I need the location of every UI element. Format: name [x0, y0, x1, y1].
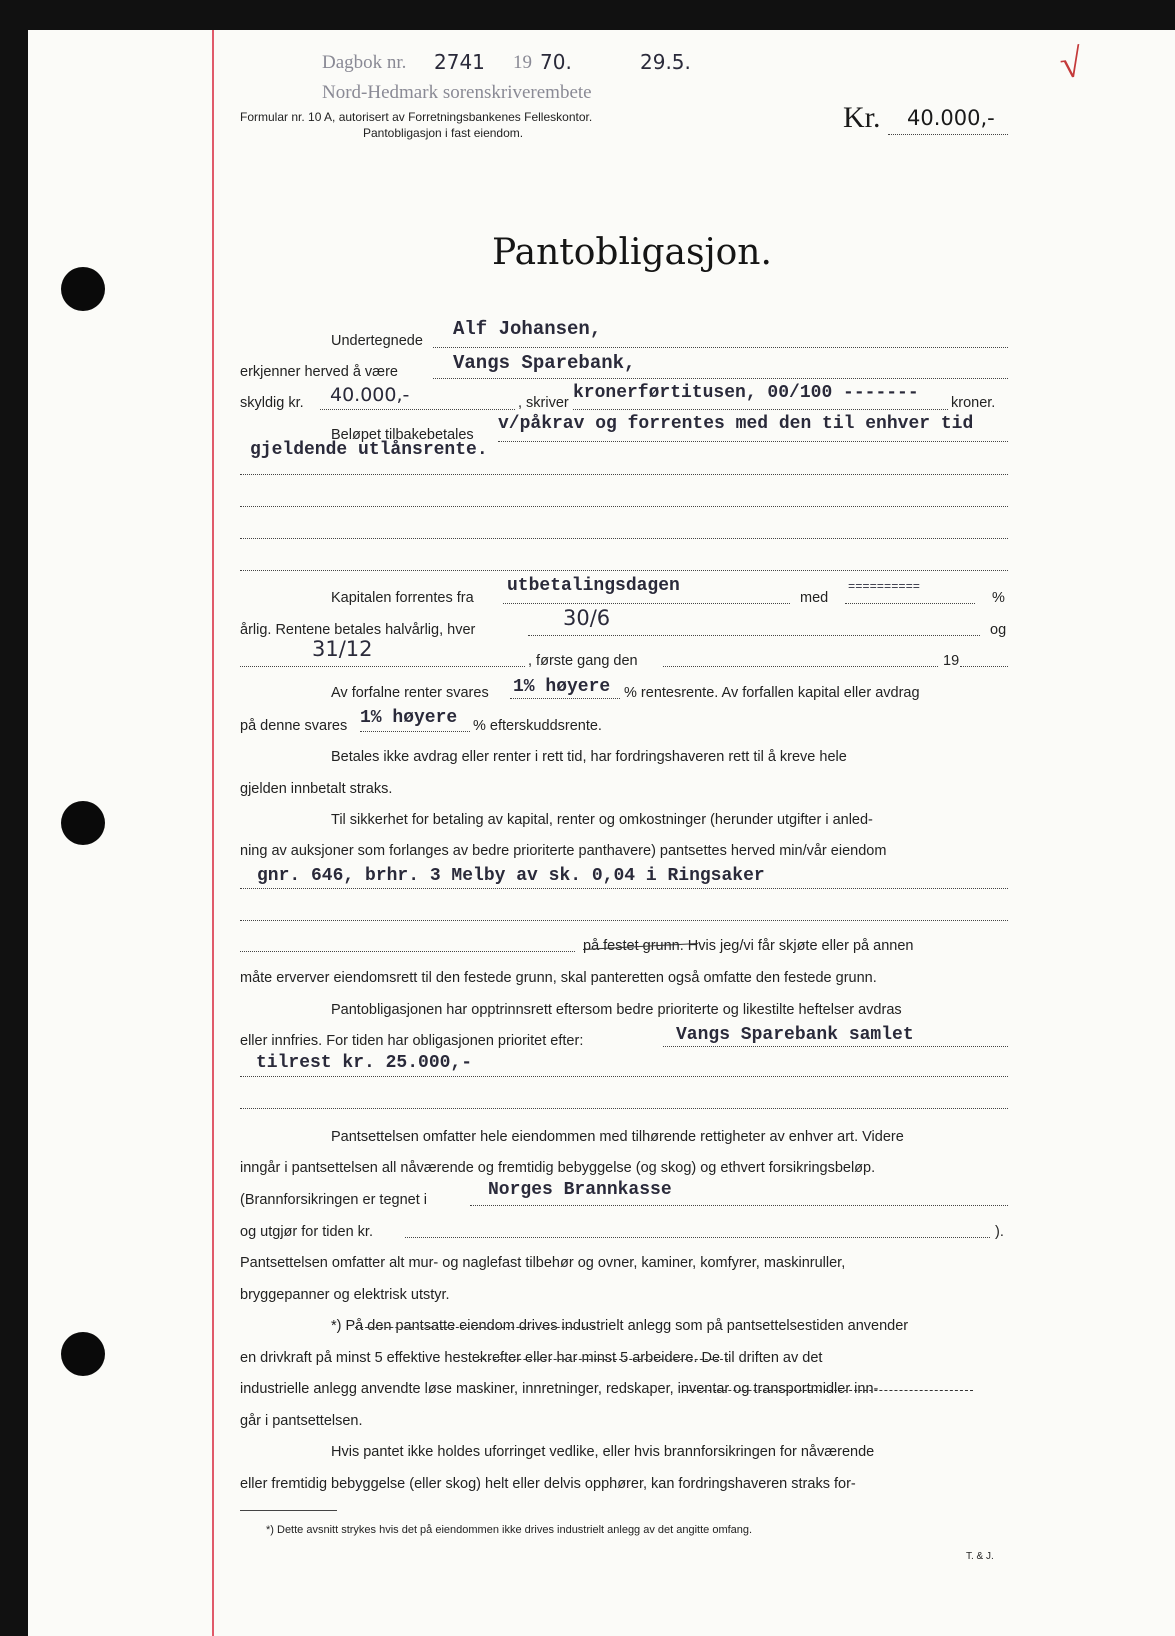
dagbok-number: 2741: [434, 50, 485, 74]
industri-2: en drivkraft på minst 5 effektive hestekrefter eller har minst 5 arbeidere. De til driften av det: [240, 1350, 823, 1366]
erkjenner-value: Vangs Sparebank,: [453, 352, 636, 374]
form-line-2: Pantobligasjon i fast eiendom.: [363, 126, 524, 140]
forfalne-1-line: [510, 698, 620, 699]
forfalne-1-value: 1% høyere: [513, 677, 611, 697]
year-suffix: 70.: [540, 50, 572, 74]
og-label: og: [990, 622, 1007, 638]
prioritet-line-2: [240, 1076, 1008, 1077]
eiendom-line-1: [240, 888, 1008, 889]
eiendom-line-2: [240, 920, 1008, 921]
eiendom-value: gnr. 646, brhr. 3 Melby av sk. 0,04 i Ringsaker: [257, 866, 765, 886]
form-line-1: Formular nr. 10 A, autorisert av Forretningsbankenes Felleskontor.: [240, 110, 593, 124]
med-percent: %: [992, 590, 1005, 606]
prioritet-value-2: tilrest kr. 25.000,-: [256, 1053, 473, 1073]
betales-2: gjelden innbetalt straks.: [240, 781, 393, 797]
forste-year: 19: [943, 653, 960, 669]
forfalne-1b: % rentesrente. Av forfallen kapital eller avdrag: [624, 685, 920, 701]
industri-strike-3: [683, 1390, 973, 1391]
sikkerhet-2: ning av auksjoner som forlanges av bedre prioriterte panthavere) pantsettes herved min/vår eiendom: [240, 843, 887, 859]
og-value: 31/12: [312, 637, 373, 661]
punch-hole-middle: [61, 801, 105, 845]
belopet-line-2: [240, 474, 1008, 475]
check-mark: √: [1056, 39, 1085, 88]
festet-2: måte erverver eiendomsrett til den festede grunn, skal panteretten også omfatte den festede grunn.: [240, 970, 877, 986]
festet-1: på festet grunn. Hvis jeg/vi får skjøte eller på annen: [583, 938, 914, 954]
forfalne-1a: Av forfalne renter svares: [331, 685, 489, 701]
skriver-line: [573, 409, 948, 410]
prioritet-value-1: Vangs Sparebank samlet: [676, 1025, 914, 1045]
dagbok-label: Dagbok nr.: [322, 52, 407, 73]
office-stamp: Nord-Hedmark sorenskriverembete: [322, 82, 592, 103]
kapitalen-label: Kapitalen forrentes fra: [331, 590, 474, 606]
utgjor-end: ).: [995, 1224, 1004, 1240]
med-label: med: [800, 590, 829, 606]
forfalne-2b: % efterskuddsrente.: [473, 718, 602, 734]
prioritet-line-1: [663, 1046, 1008, 1047]
kroner-label: kroner.: [951, 395, 996, 411]
brann-value: Norges Brannkasse: [488, 1180, 672, 1200]
footnote: *) Dette avsnitt strykes hvis det på eiendommen ikke drives industrielt anlegg av det angitte omfang.: [266, 1524, 753, 1536]
prioritet-line-3: [240, 1108, 1008, 1109]
kr-underline: [888, 134, 1008, 135]
kapitalen-line: [503, 603, 790, 604]
belopet-line-1: [498, 441, 1008, 442]
forste-label: , første gang den: [528, 653, 638, 669]
forfalne-2a: på denne svares: [240, 718, 348, 734]
industri-strike-2: [478, 1359, 728, 1360]
brann-line: [470, 1205, 1008, 1206]
skyldig-line: [320, 409, 515, 410]
vedlike-1: Hvis pantet ikke holdes uforringet vedlike, eller hvis brannforsikringen for nåværende: [331, 1444, 875, 1460]
punch-hole-bottom: [61, 1332, 105, 1376]
opptrinn-2: eller innfries. For tiden har obligasjonen prioritet efter:: [240, 1033, 584, 1049]
skriver-label: , skriver: [518, 395, 569, 411]
belopet-value-1: v/påkrav og forrentes med den til enhver tid: [498, 414, 974, 434]
arlig-value: 30/6: [563, 606, 611, 630]
industri-1: *) På den pantsatte eiendom drives industrielt anlegg som på pantsettelsestiden anvender: [331, 1318, 909, 1334]
skyldig-label: skyldig kr.: [240, 395, 304, 411]
document-title: Pantobligasjon.: [492, 232, 772, 273]
erkjenner-line: [433, 378, 1008, 379]
undertegnede-value: Alf Johansen,: [453, 318, 602, 340]
kr-amount: 40.000,-: [907, 106, 995, 130]
belopet-label: Beløpet tilbakebetales: [331, 427, 474, 443]
forfalne-2-value: 1% høyere: [360, 708, 458, 728]
undertegnede-line: [433, 347, 1008, 348]
mur-2: bryggepanner og elektrisk utstyr.: [240, 1287, 450, 1303]
printer-mark: T. & J.: [966, 1551, 994, 1562]
opptrinn-1: Pantobligasjonen har opptrinnsrett eftersom bedre prioriterte og likestilte heftelser avdras: [331, 1002, 902, 1018]
skriver-value: kronerførtitusen, 00/100 -------: [573, 383, 919, 403]
industri-strike-1: [355, 1327, 595, 1328]
blank-line-2: [240, 538, 1008, 539]
belopet-value-2: gjeldende utlånsrente.: [250, 440, 488, 460]
betales-1: Betales ikke avdrag eller renter i rett tid, har fordringshaveren rett til å kreve hele: [331, 749, 847, 765]
arlig-line: [528, 635, 980, 636]
utgjor-label: og utgjør for tiden kr.: [240, 1224, 373, 1240]
omfatter-2: inngår i pantsettelsen all nåværende og fremtidig bebyggelse (og skog) og ethvert forsikringsbeløp.: [240, 1160, 876, 1176]
blank-line-1: [240, 506, 1008, 507]
kapitalen-value: utbetalingsdagen: [507, 576, 680, 596]
kr-label: Kr.: [843, 101, 881, 134]
med-value: ==========: [848, 580, 921, 594]
og-line: [240, 666, 525, 667]
utgjor-line: [405, 1237, 990, 1238]
undertegnede-label: Undertegnede: [331, 333, 423, 349]
blank-line-3: [240, 570, 1008, 571]
forste-line: [663, 666, 938, 667]
industri-4: går i pantsettelsen.: [240, 1413, 363, 1429]
forfalne-2-line: [360, 731, 470, 732]
footnote-rule: [240, 1510, 337, 1511]
arlig-label: årlig. Rentene betales halvårlig, hver: [240, 622, 476, 638]
vedlike-2: eller fremtidig bebyggelse (eller skog) helt eller delvis opphører, kan fordringshaveren straks for-: [240, 1476, 856, 1492]
omfatter-1: Pantsettelsen omfatter hele eiendommen med tilhørende rettigheter av enhver art. Videre: [331, 1129, 904, 1145]
year-prefix: 19: [513, 52, 532, 73]
punch-hole-top: [61, 267, 105, 311]
dagbok-date: 29.5.: [640, 50, 691, 74]
mur-1: Pantsettelsen omfatter alt mur- og naglefast tilbehør og ovner, kaminer, komfyrer, maskinruller,: [240, 1255, 846, 1271]
margin-line: [212, 30, 214, 1636]
forste-year-line: [960, 666, 1008, 667]
brann-label: (Brannforsikringen er tegnet i: [240, 1192, 427, 1208]
industri-3: industrielle anlegg anvendte løse maskiner, innretninger, redskaper, inventar og transportmidler inn-: [240, 1381, 879, 1397]
festet-line: [240, 951, 575, 952]
sikkerhet-1: Til sikkerhet for betaling av kapital, renter og omkostninger (herunder utgifter i anled-: [331, 812, 873, 828]
med-line: [845, 603, 975, 604]
erkjenner-label: erkjenner herved å være: [240, 364, 398, 380]
skyldig-value: 40.000,-: [330, 384, 410, 406]
